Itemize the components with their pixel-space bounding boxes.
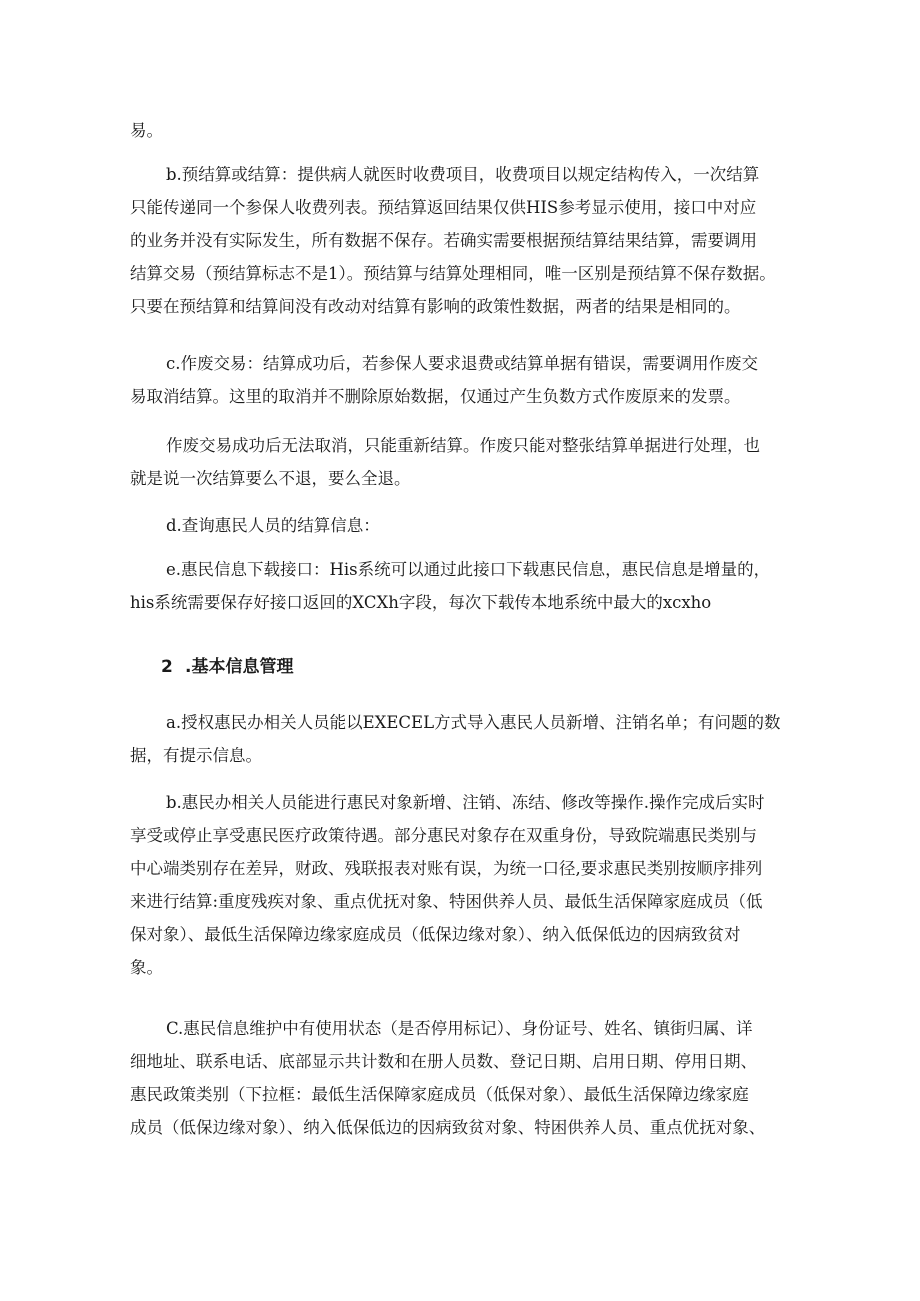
text-line: 保对象）、最低生活保障边缘家庭成员（低保边缘对象）、纳入低保低边的因病致贫对 bbox=[130, 925, 741, 944]
text-line: 象。 bbox=[130, 958, 163, 977]
text-line: 享受或停止享受惠民医疗政策待遇。部分惠民对象存在双重身份，导致院端惠民类别与 bbox=[130, 826, 757, 845]
section-heading bbox=[161, 652, 293, 682]
text-line: 作废交易成功后无法取消，只能重新结算。作废只能对整张结算单据进行处理，也 bbox=[166, 436, 760, 455]
text-line: 结算交易（预结算标志不是1）。预结算与结算处理相同，唯一区别是预结算不保存数据。 bbox=[130, 264, 776, 283]
text-line: his系统需要保存好接口返回的XCXh字段，每次下载传本地系统中最大的xcxho bbox=[130, 593, 712, 612]
paragraph-operations bbox=[130, 786, 795, 984]
paragraph-void-note bbox=[130, 429, 795, 495]
text-line: 只要在预结算和结算间没有改动对结算有影响的政策性数据，两者的结果是相同的。 bbox=[130, 297, 741, 316]
paragraph-import bbox=[130, 706, 795, 772]
text-line: d.查询惠民人员的结算信息： bbox=[166, 516, 380, 535]
text-line: 细地址、联系电话、底部显示共计数和在册人员数、登记日期、启用日期、停用日期、 bbox=[130, 1052, 757, 1071]
text-line: e.惠民信息下载接口：His系统可以通过此接口下载惠民信息，惠民信息是增量的， bbox=[166, 560, 771, 579]
paragraph-query bbox=[130, 509, 795, 542]
paragraph-continuation bbox=[130, 114, 795, 147]
paragraph-pre-settlement bbox=[130, 158, 795, 323]
text-line: b.预结算或结算：提供病人就医时收费项目，收费项目以规定结构传入，一次结算 bbox=[166, 165, 760, 184]
text-line: 中心端类别存在差异，财政、残联报表对账有误，为统一口径,要求惠民类别按顺序排列 bbox=[130, 859, 763, 878]
text-line: b.惠民办相关人员能进行惠民对象新增、注销、冻结、修改等操作.操作完成后实时 bbox=[166, 793, 765, 812]
text-line: a.授权惠民办相关人员能以EXECEL方式导入惠民人员新增、注销名单；有问题的数 bbox=[166, 713, 781, 732]
text-line: 成员（低保边缘对象）、纳入低保低边的因病致贫对象、特困供养人员、重点优抚对象、 bbox=[130, 1118, 766, 1137]
section-number: 2 bbox=[161, 657, 173, 677]
section-title: .基本信息管理 bbox=[185, 657, 294, 677]
text-line: 来进行结算:重度残疾对象、重点优抚对象、特困供养人员、最低生活保障家庭成员（低 bbox=[130, 892, 763, 911]
text-line: 易。 bbox=[130, 121, 163, 140]
text-line: 的业务并没有实际发生，所有数据不保存。若确实需要根据预结算结果结算，需要调用 bbox=[130, 231, 757, 250]
text-line: 惠民政策类别（下拉框：最低生活保障家庭成员（低保对象）、最低生活保障边缘家庭 bbox=[130, 1085, 749, 1104]
text-line: 据，有提示信息。 bbox=[130, 746, 262, 765]
paragraph-download-interface bbox=[130, 553, 795, 619]
paragraph-maintenance bbox=[130, 1012, 795, 1144]
paragraph-void-transaction bbox=[130, 347, 795, 413]
text-line: C.惠民信息维护中有使用状态（是否停用标记）、身份证号、姓名、镇街归属、详 bbox=[166, 1019, 753, 1038]
text-line: 只能传递同一个参保人收费列表。预结算返回结果仅供HIS参考显示使用，接口中对应 bbox=[130, 198, 757, 217]
text-line: 就是说一次结算要么不退，要么全退。 bbox=[130, 469, 411, 488]
text-line: 易取消结算。这里的取消并不删除原始数据，仅通过产生负数方式作废原来的发票。 bbox=[130, 387, 741, 406]
text-line: c.作废交易：结算成功后，若参保人要求退费或结算单据有错误，需要调用作废交 bbox=[166, 354, 758, 373]
